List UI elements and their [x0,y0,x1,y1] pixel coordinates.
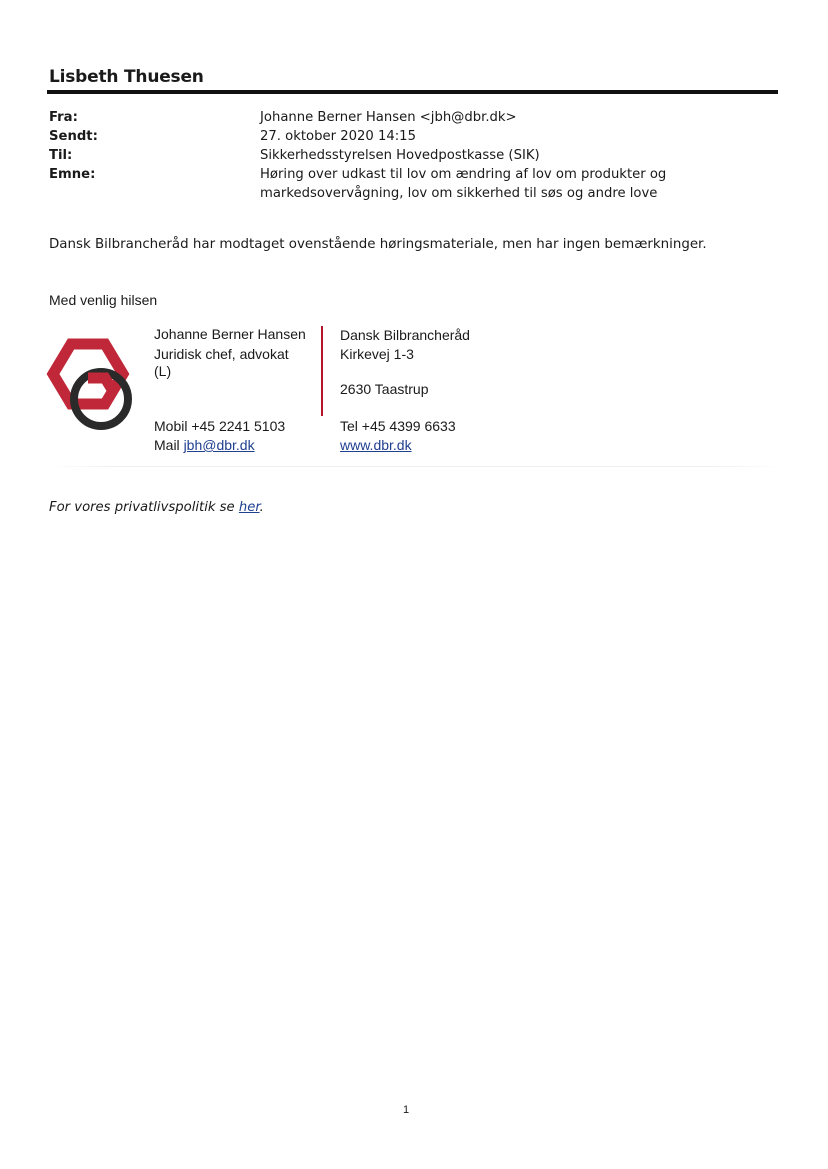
subject-line-1: Høring over udkast til lov om ændring af lov om produkter og [260,167,667,182]
subject-label: Emne: [49,167,96,182]
header-row-subject [49,165,769,203]
logo-overlap-shape [88,378,113,391]
dbr-logo-icon [43,338,139,438]
signature-role-suffix: (L) [154,363,172,379]
signature-org: Dansk Bilbrancheråd [340,327,470,343]
web-link[interactable]: www.dbr.dk [340,437,412,453]
signature-city: 2630 Taastrup [340,381,429,397]
faint-separator [49,466,779,467]
page-title: Lisbeth Thuesen [49,67,204,87]
signature-street: Kirkevej 1-3 [340,346,414,362]
to-value: Sikkerhedsstyrelsen Hovedpostkasse (SIK) [260,148,540,163]
privacy-prefix: For vores privatlivspolitik se [49,500,239,515]
sent-label: Sendt: [49,129,98,144]
mail-label: Mail [154,437,184,453]
from-label: Fra: [49,110,78,125]
message-body: Dansk Bilbrancheråd har modtaget ovenstående høringsmateriale, men har ingen bemærkninger. [49,237,707,252]
signature-divider [321,326,323,416]
signature-mobile: Mobil +45 2241 5103 [154,418,286,434]
signature-name: Johanne Berner Hansen [154,326,306,342]
page-number: 1 [403,1104,410,1116]
signature-tel: Tel +45 4399 6633 [340,418,456,434]
subject-line-2: markedsovervågning, lov om sikkerhed til søs og andre love [260,186,658,201]
subject-value [260,165,769,203]
from-value: Johanne Berner Hansen <jbh@dbr.dk> [260,110,517,125]
mail-link[interactable]: jbh@dbr.dk [183,437,255,453]
title-divider [47,90,778,94]
privacy-notice [49,500,264,515]
to-label: Til: [49,148,73,163]
privacy-suffix: . [259,500,264,515]
sent-value: 27. oktober 2020 14:15 [260,129,416,144]
header-row-sent [49,127,769,146]
email-header [49,108,769,203]
signature-role: Juridisk chef, advokat [154,346,289,362]
closing-greeting: Med venlig hilsen [49,292,158,308]
signature-mail-line [154,437,255,454]
privacy-link[interactable]: her [238,500,260,515]
header-row-to [49,146,769,165]
header-row-from [49,108,769,127]
